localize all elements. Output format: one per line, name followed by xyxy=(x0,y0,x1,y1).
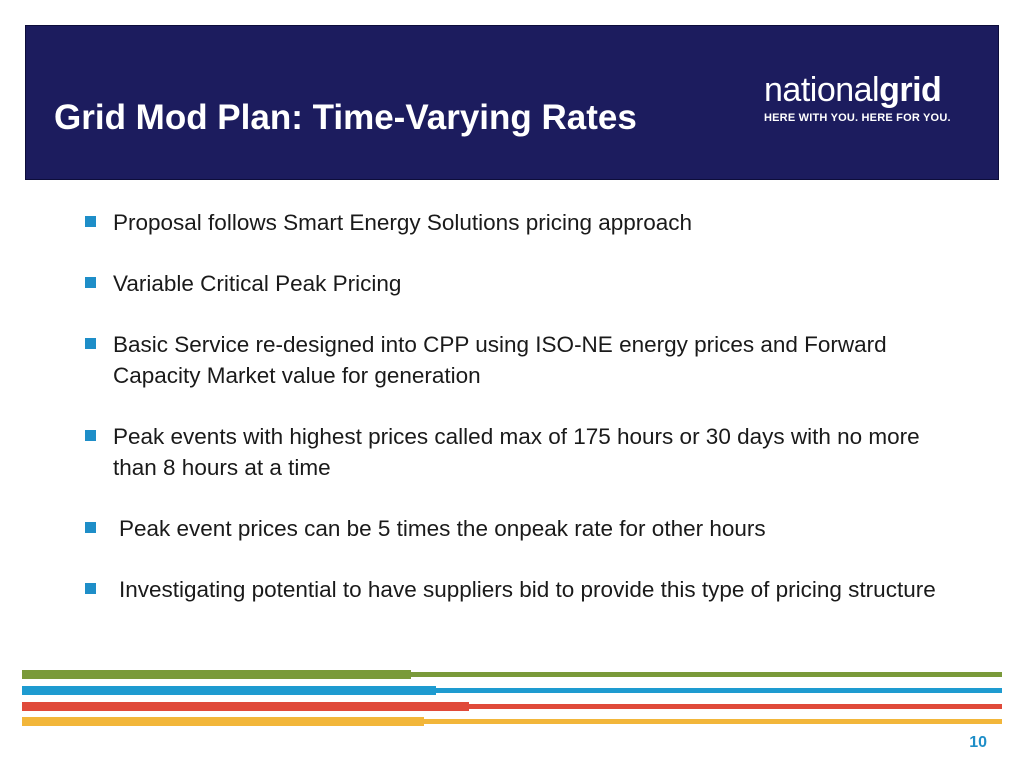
bullet-item xyxy=(85,329,965,391)
logo-tagline: HERE WITH YOU. HERE FOR YOU. xyxy=(764,112,951,124)
stripe-red xyxy=(22,702,1002,711)
logo-word-bold: grid xyxy=(879,71,942,109)
bullet-item xyxy=(85,421,965,483)
logo-wordmark xyxy=(764,71,951,110)
bullet-item xyxy=(85,268,965,299)
square-bullet-icon xyxy=(85,216,96,227)
page-number: 10 xyxy=(969,734,987,751)
stripe-green xyxy=(22,670,1002,679)
square-bullet-icon xyxy=(85,277,96,288)
square-bullet-icon xyxy=(85,522,96,533)
bullet-text: Investigating potential to have suppliers bid to provide this type of pricing structure xyxy=(119,577,936,602)
bullet-text: Basic Service re-designed into CPP using ISO-NE energy prices and Forward Capacity Market value for generation xyxy=(113,332,887,388)
slide-title: Grid Mod Plan: Time-Varying Rates xyxy=(54,98,637,137)
bullet-text: Proposal follows Smart Energy Solutions pricing approach xyxy=(113,210,693,235)
logo-word-light: national xyxy=(764,71,880,109)
bullet-list xyxy=(85,207,965,635)
stripe-blue xyxy=(22,686,1002,695)
bullet-item xyxy=(85,574,965,605)
bullet-text: Peak event prices can be 5 times the onpeak rate for other hours xyxy=(119,516,766,541)
bullet-text: Variable Critical Peak Pricing xyxy=(113,271,402,296)
square-bullet-icon xyxy=(85,430,96,441)
square-bullet-icon xyxy=(85,583,96,594)
stripe-yellow xyxy=(22,717,1002,726)
national-grid-logo xyxy=(764,71,951,124)
bullet-item xyxy=(85,207,965,238)
title-banner xyxy=(25,25,999,180)
square-bullet-icon xyxy=(85,338,96,349)
bullet-item xyxy=(85,513,965,544)
bullet-text: Peak events with highest prices called max of 175 hours or 30 days with no more than 8 hours at a time xyxy=(113,424,920,480)
